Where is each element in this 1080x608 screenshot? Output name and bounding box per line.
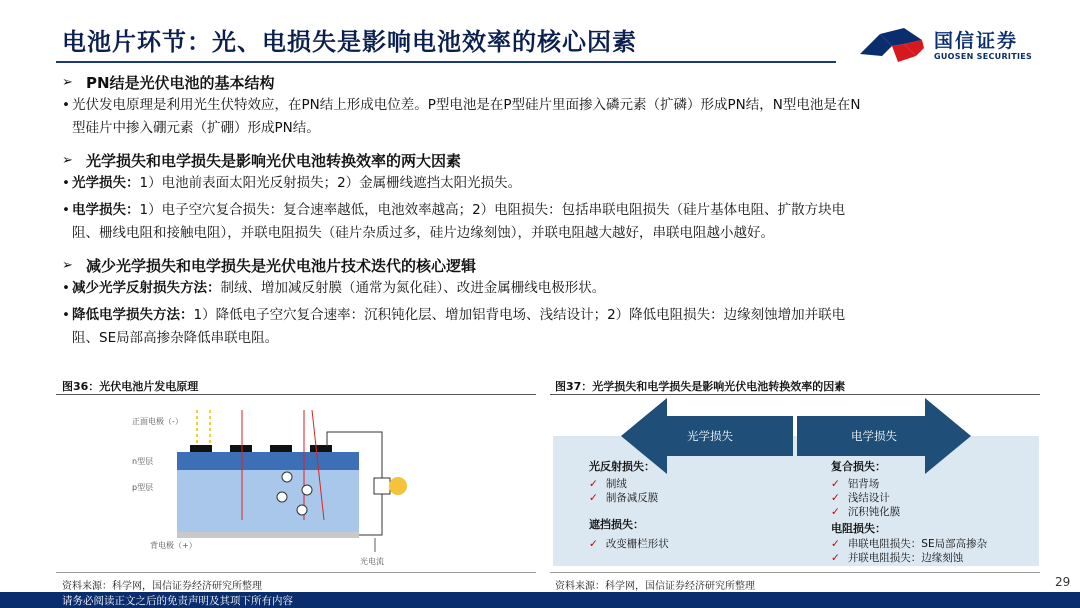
- paragraph: • 减少光学反射损失方法：制绒、增加减反射膜（通常为氮化硅）、改进金属栅线电极形状。: [62, 277, 1042, 300]
- page-number: 29: [1055, 575, 1071, 589]
- list-item: ✓ 改变栅栏形状: [589, 538, 669, 550]
- footer-bar: [0, 592, 1080, 608]
- current-label: 光电流: [360, 557, 384, 566]
- bullet-dot-icon: •: [62, 280, 70, 296]
- front-contact: [270, 445, 292, 452]
- list-item: ✓ 沉积钝化膜: [831, 506, 901, 518]
- arrow-bullet-icon: ➢: [62, 75, 73, 90]
- check-icon: ✓: [831, 492, 840, 504]
- logo-name-en: GUOSEN SECURITIES: [934, 52, 1033, 61]
- paragraph: • 光学损失：1）电池前表面太阳光反射损失；2）金属栅线遮挡太阳光损失。: [62, 172, 1042, 195]
- figure-37-title: 图37：光学损失和电学损失是影响光伏电池转换效率的因素: [555, 380, 846, 393]
- back-electrode: [177, 532, 359, 538]
- list-item: ✓ 浅结设计: [831, 492, 890, 504]
- hole-icon: [277, 492, 287, 502]
- section-heading: ➢ 减少光学损失和电学损失是光伏电池片技术迭代的核心逻辑: [62, 257, 477, 275]
- bulb-icon: [389, 477, 407, 495]
- section-heading: ➢ PN结是光伏电池的基本结构: [62, 74, 275, 92]
- bullet-dot-icon: •: [62, 307, 70, 323]
- bullet-dot-icon: •: [62, 202, 70, 218]
- section-heading: ➢ 光学损失和电学损失是影响光伏电池转换效率的两大因素: [62, 152, 462, 170]
- arrow-bullet-icon: ➢: [62, 258, 73, 273]
- bullet-dot-icon: •: [62, 97, 70, 113]
- check-icon: ✓: [831, 478, 840, 490]
- figure-36-title: 图36：光伏电池片发电原理: [62, 380, 199, 393]
- check-icon: ✓: [831, 506, 840, 518]
- front-contact: [310, 445, 332, 452]
- title-divider: [56, 61, 836, 63]
- check-icon: ✓: [589, 538, 598, 550]
- disclaimer-text: 请务必阅读正文之后的免责声明及其项下所有内容: [62, 595, 293, 607]
- company-logo: [858, 24, 1038, 66]
- check-icon: ✓: [831, 538, 840, 550]
- resistance-loss-heading: 电阻损失：: [831, 522, 886, 535]
- list-item: ✓ 并联电阻损失：边缘刻蚀: [831, 552, 964, 564]
- p-layer: [177, 470, 359, 532]
- front-electrode-label: 正面电极（-）: [132, 417, 183, 426]
- electrical-loss-arrow-label: 电学损失: [851, 429, 897, 443]
- figure-divider: [56, 394, 536, 395]
- lamp-socket: [374, 478, 390, 494]
- figure-36-source: 资料来源：科学网，国信证券经济研究所整理: [62, 581, 262, 592]
- figure-divider: [550, 394, 1040, 395]
- p-layer-label: p型层: [132, 483, 154, 492]
- reflection-loss-heading: 光反射损失：: [589, 460, 655, 473]
- check-icon: ✓: [589, 492, 598, 504]
- logo-name-cn: 国信证券: [934, 30, 1019, 52]
- circuit-wire: [359, 494, 382, 535]
- back-electrode-label: 背电极（+）: [150, 541, 197, 550]
- check-icon: ✓: [831, 552, 840, 564]
- front-contact: [190, 445, 212, 452]
- solar-cell-diagram: [92, 402, 432, 570]
- electron-icon: [282, 472, 292, 482]
- list-item: ✓ 串联电阻损失：SE局部高掺杂: [831, 538, 988, 550]
- check-icon: ✓: [589, 478, 598, 490]
- n-layer: [177, 452, 359, 470]
- optical-loss-arrow-label: 光学损失: [687, 429, 733, 443]
- page-title: 电池片环节：光、电损失是影响电池效率的核心因素: [62, 28, 637, 56]
- figure-37-source: 资料来源：科学网，国信证券经济研究所整理: [555, 581, 755, 592]
- source-divider: [56, 572, 536, 573]
- recombination-loss-heading: 复合损失：: [831, 460, 886, 473]
- n-layer-label: n型层: [132, 457, 154, 466]
- loss-factors-diagram: [553, 398, 1039, 566]
- source-divider: [550, 572, 1040, 573]
- hole-icon: [297, 505, 307, 515]
- bullet-dot-icon: •: [62, 175, 70, 191]
- body-content: [62, 72, 1042, 350]
- shading-loss-heading: 遮挡损失：: [589, 518, 644, 531]
- front-contact: [230, 445, 252, 452]
- list-item: ✓ 制绒: [589, 478, 627, 490]
- list-item: ✓ 制备减反膜: [589, 492, 659, 504]
- paragraph: • 电学损失：1）电子空穴复合损失：复合速率越低，电池效率越高；2）电阻损失：包括串联电阻损失（硅片基体电阻、扩散方块电 阻、栅线电阻和接触电阻），并联电阻损失（硅片杂质过多，硅片边缘刻蚀），并联电阻越大越好，串联电阻越小越好。: [62, 199, 1042, 245]
- arrow-bullet-icon: ➢: [62, 153, 73, 168]
- electron-icon: [302, 485, 312, 495]
- list-item: ✓ 铝背场: [831, 478, 880, 490]
- guosen-logo-icon: [858, 26, 930, 64]
- paragraph: • 降低电学损失方法：1）降低电子空穴复合速率：沉积钝化层、增加铝背电场、浅结设计；2）降低电阻损失：边缘刻蚀增加并联电 阻、SE局部高掺杂降低串联电阻。: [62, 304, 1042, 350]
- paragraph: • 光伏发电原理是利用光生伏特效应，在PN结上形成电位差。P型电池是在P型硅片里面掺入磷元素（扩磷）形成PN结，N型电池是在N 型硅片中掺入硼元素（扩硼）形成PN结。: [62, 94, 1042, 140]
